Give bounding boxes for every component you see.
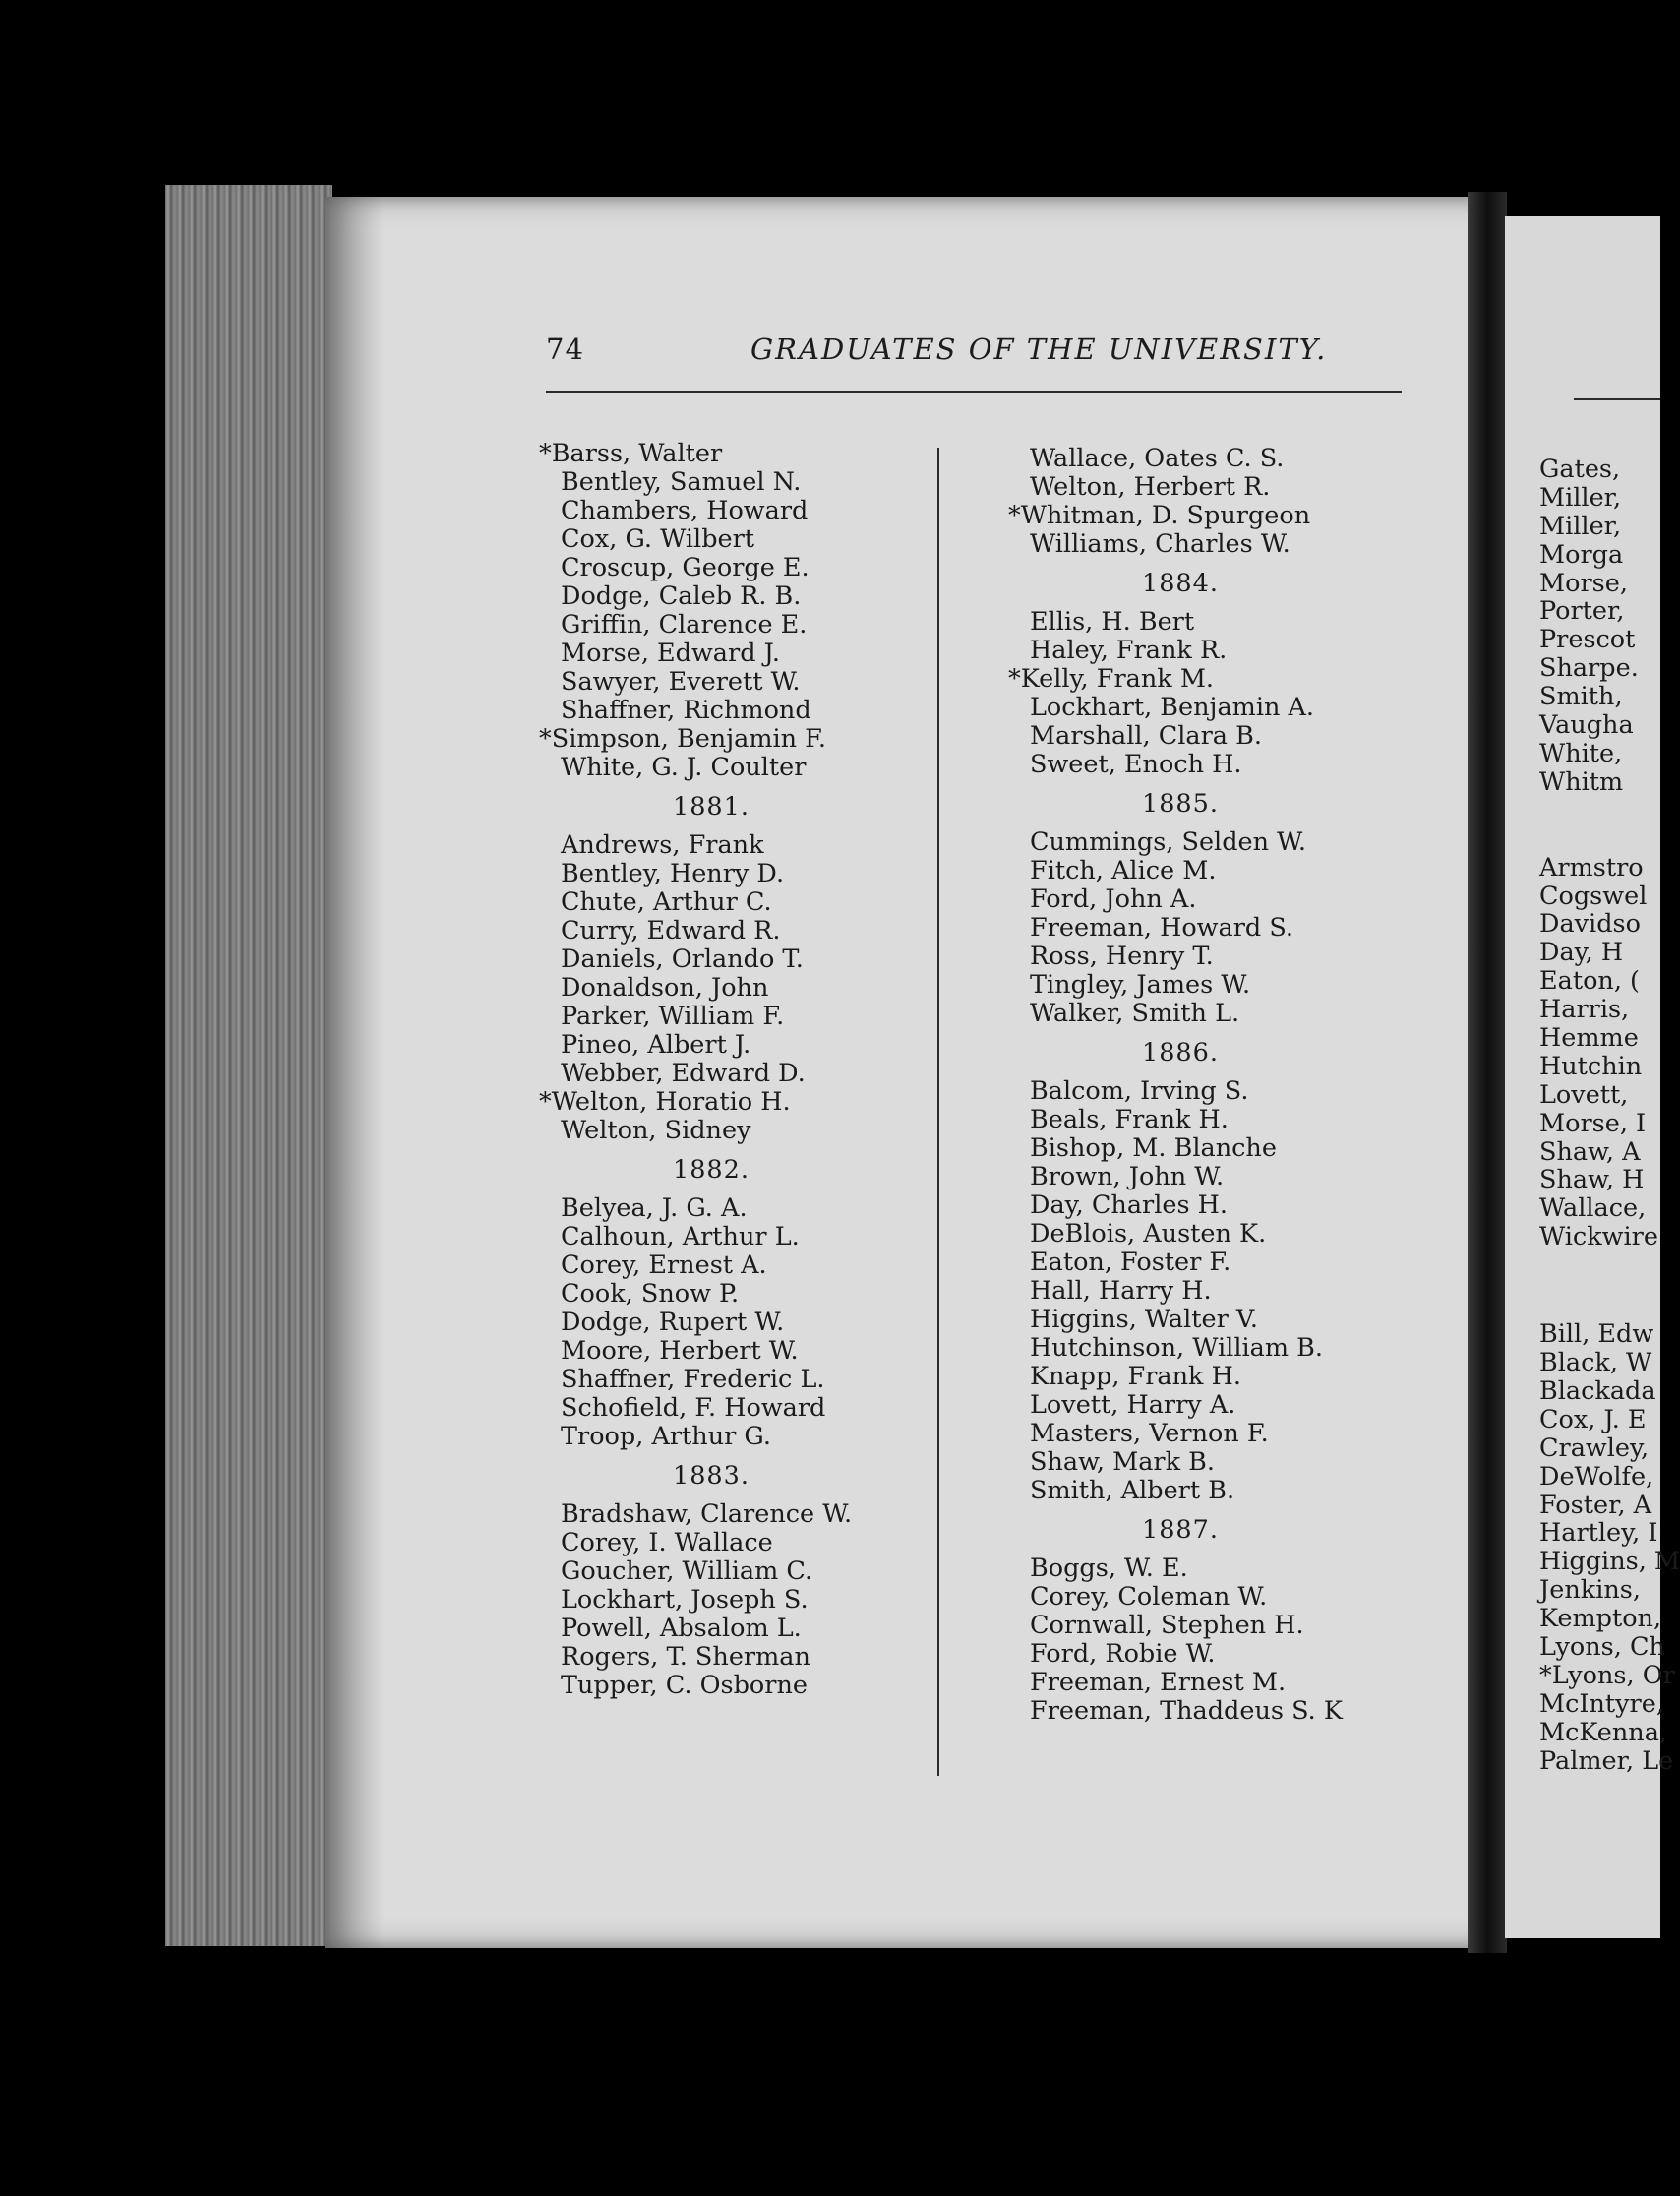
graduate-entry: Bentley, Henry D. xyxy=(561,859,785,888)
year-heading: 1882. xyxy=(672,1155,750,1185)
year-heading: 1883. xyxy=(672,1461,750,1491)
book-gutter xyxy=(1468,192,1507,1953)
running-title: GRADUATES OF THE UNIVERSITY. xyxy=(750,333,1328,366)
graduate-entry: Fitch, Alice M. xyxy=(1030,856,1217,885)
partial-entry: McKenna, xyxy=(1539,1717,1668,1747)
graduate-entry: *Kelly, Frank M. xyxy=(1008,664,1215,694)
partial-entry: Cogswel xyxy=(1539,881,1648,911)
graduate-entry: Moore, Herbert W. xyxy=(561,1336,799,1366)
graduate-entry: Ford, John A. xyxy=(1030,884,1197,914)
partial-entry: Morga xyxy=(1539,539,1624,570)
graduate-entry: Bradshaw, Clarence W. xyxy=(561,1499,853,1529)
graduate-entry: Schofield, F. Howard xyxy=(561,1393,826,1423)
graduate-entry: Dodge, Caleb R. B. xyxy=(561,581,802,611)
graduate-entry: Tupper, C. Osborne xyxy=(561,1671,808,1700)
graduate-entry: Beals, Frank H. xyxy=(1030,1105,1229,1134)
graduate-entry: Corey, Ernest A. xyxy=(561,1250,767,1280)
partial-entry: Miller, xyxy=(1539,482,1622,513)
graduate-entry: Corey, Coleman W. xyxy=(1030,1582,1268,1612)
graduate-entry: Powell, Absalom L. xyxy=(561,1614,802,1643)
graduate-entry: Ford, Robie W. xyxy=(1030,1639,1216,1669)
graduate-entry: DeBlois, Austen K. xyxy=(1030,1219,1267,1249)
graduate-entry: Sweet, Enoch H. xyxy=(1030,750,1242,779)
partial-entry: Sharpe. xyxy=(1539,653,1639,684)
partial-entry: Hartley, I xyxy=(1539,1518,1658,1549)
graduate-entry: Ellis, H. Bert xyxy=(1030,607,1195,637)
partial-entry: Kempton, xyxy=(1539,1604,1662,1634)
graduate-entry: Chambers, Howard xyxy=(561,496,809,525)
graduate-entry: Parker, William F. xyxy=(561,1002,785,1031)
partial-entry: DeWolfe, xyxy=(1539,1461,1654,1492)
partial-entry: Wickwire xyxy=(1539,1222,1658,1252)
graduate-entry: Welton, Sidney xyxy=(561,1116,751,1145)
graduate-entry: Webber, Edward D. xyxy=(561,1059,806,1088)
partial-entry: Palmer, Le xyxy=(1539,1745,1674,1776)
partial-entry: McIntyre, xyxy=(1539,1688,1664,1719)
graduate-entry: Masters, Vernon F. xyxy=(1030,1419,1269,1448)
graduate-entry: Curry, Edward R. xyxy=(561,916,781,946)
graduate-entry: Haley, Frank R. xyxy=(1030,636,1228,665)
partial-entry: White, xyxy=(1539,738,1623,768)
graduate-entry: Dodge, Rupert W. xyxy=(561,1308,785,1337)
year-heading: 1884. xyxy=(1141,569,1219,598)
partial-entry: Crawley, xyxy=(1539,1433,1650,1463)
graduate-entry: Freeman, Ernest M. xyxy=(1030,1668,1287,1697)
next-page-partial-column xyxy=(1539,455,1680,1776)
graduate-entry: Freeman, Howard S. xyxy=(1030,913,1293,943)
graduate-entry: Cook, Snow P. xyxy=(561,1279,740,1309)
partial-entry: Harris, xyxy=(1539,995,1630,1025)
graduate-entry: Day, Charles H. xyxy=(1030,1190,1228,1220)
graduate-entry: Tingley, James W. xyxy=(1030,970,1251,1000)
graduate-entry: Brown, John W. xyxy=(1030,1162,1225,1191)
graduate-entry: Hutchinson, William B. xyxy=(1030,1333,1323,1363)
graduate-entry: Hall, Harry H. xyxy=(1030,1276,1212,1306)
next-page-header-rule xyxy=(1574,398,1660,400)
graduate-entry: Wallace, Oates C. S. xyxy=(1030,444,1285,473)
partial-entry: Porter, xyxy=(1539,596,1625,627)
graduate-entry: Croscup, George E. xyxy=(561,553,810,582)
page-number: 74 xyxy=(546,333,584,366)
partial-entry: Miller, xyxy=(1539,511,1622,541)
graduate-entry: Troop, Arthur G. xyxy=(561,1422,771,1451)
graduate-entry: Smith, Albert B. xyxy=(1030,1476,1235,1505)
spacer xyxy=(1539,797,1677,854)
header-rule xyxy=(546,391,1402,393)
partial-entry: Lovett, xyxy=(1539,1079,1629,1110)
graduate-entry: Shaw, Mark B. xyxy=(1030,1447,1216,1477)
partial-entry: Gates, xyxy=(1539,455,1621,484)
book-page-edges xyxy=(165,185,332,1946)
partial-entry: Day, H xyxy=(1539,938,1624,968)
graduate-entry: Daniels, Orlando T. xyxy=(561,945,804,974)
graduate-entry: *Welton, Horatio H. xyxy=(539,1087,791,1117)
graduate-entry: Cummings, Selden W. xyxy=(1030,827,1307,857)
graduate-entry: Donaldson, John xyxy=(561,973,769,1003)
partial-entry: Hutchin xyxy=(1539,1051,1643,1081)
graduate-entry: Bishop, M. Blanche xyxy=(1030,1133,1277,1163)
partial-entry: Higgins, M xyxy=(1539,1547,1680,1577)
graduate-entry: Welton, Herbert R. xyxy=(1030,472,1271,502)
page-header xyxy=(546,333,1402,372)
graduate-entry: Belyea, J. G. A. xyxy=(561,1193,748,1223)
year-heading: 1881. xyxy=(672,792,750,822)
graduate-entry: Cox, G. Wilbert xyxy=(561,524,755,554)
partial-entry: Prescot xyxy=(1539,625,1636,655)
year-heading: 1886. xyxy=(1141,1038,1219,1068)
page-shadow xyxy=(325,197,384,1948)
graduate-entry: *Barss, Walter xyxy=(539,439,723,468)
graduate-entry: Chute, Arthur C. xyxy=(561,887,772,917)
partial-entry: Wallace, xyxy=(1539,1193,1647,1224)
year-heading: 1887. xyxy=(1141,1515,1219,1545)
graduate-entry: Ross, Henry T. xyxy=(1030,942,1214,971)
graduate-entry: Walker, Smith L. xyxy=(1030,999,1240,1028)
graduate-entry: Sawyer, Everett W. xyxy=(561,667,801,697)
graduate-entry: Cornwall, Stephen H. xyxy=(1030,1611,1304,1640)
partial-entry: Foster, A xyxy=(1539,1490,1652,1520)
partial-entry: Bill, Edw xyxy=(1539,1319,1654,1350)
graduate-entry: Freeman, Thaddeus S. K xyxy=(1030,1696,1343,1726)
partial-entry: Morse, xyxy=(1539,568,1628,598)
graduate-entry: Williams, Charles W. xyxy=(1030,529,1290,559)
graduate-entry: Lockhart, Benjamin A. xyxy=(1030,693,1315,722)
partial-entry: Hemme xyxy=(1539,1023,1639,1054)
graduate-entry: Rogers, T. Sherman xyxy=(561,1642,810,1672)
graduate-entry: *Simpson, Benjamin F. xyxy=(539,724,827,754)
partial-entry: Morse, I xyxy=(1539,1108,1647,1138)
graduate-entry: Goucher, William C. xyxy=(561,1556,813,1586)
partial-entry: Cox, J. E xyxy=(1539,1404,1647,1434)
spacer xyxy=(1539,1251,1677,1320)
graduate-entry: Shaffner, Richmond xyxy=(561,696,811,725)
partial-entry: Blackada xyxy=(1539,1375,1656,1406)
graduate-entry: Griffin, Clarence E. xyxy=(561,610,808,640)
graduate-entry: Marshall, Clara B. xyxy=(1030,721,1262,751)
graduate-entry: Morse, Edward J. xyxy=(561,639,780,668)
graduate-entry: Balcom, Irving S. xyxy=(1030,1076,1249,1106)
graduate-entry: White, G. J. Coulter xyxy=(561,753,807,782)
graduate-entry: Lovett, Harry A. xyxy=(1030,1390,1236,1420)
graduate-entry: Andrews, Frank xyxy=(561,830,764,860)
graduate-entry: Corey, I. Wallace xyxy=(561,1528,773,1557)
graduate-entry: Lockhart, Joseph S. xyxy=(561,1585,809,1615)
graduate-entry: Knapp, Frank H. xyxy=(1030,1362,1241,1391)
partial-entry: Whitm xyxy=(1539,766,1624,797)
column-divider xyxy=(937,448,939,1776)
graduate-entry: Pineo, Albert J. xyxy=(561,1030,751,1060)
partial-entry: Black, W xyxy=(1539,1348,1652,1378)
partial-entry: Jenkins, xyxy=(1539,1575,1641,1606)
partial-entry: *Lyons, Or xyxy=(1539,1660,1675,1690)
graduate-entry: Calhoun, Arthur L. xyxy=(561,1222,800,1251)
partial-entry: Vaugha xyxy=(1539,710,1634,741)
partial-entry: Lyons, Ch xyxy=(1539,1631,1665,1662)
right-column xyxy=(1008,444,1343,1726)
graduate-entry: Boggs, W. E. xyxy=(1030,1554,1188,1583)
partial-entry: Smith, xyxy=(1539,682,1623,712)
partial-entry: Davidso xyxy=(1539,909,1641,940)
year-heading: 1885. xyxy=(1141,789,1219,819)
left-column xyxy=(539,440,864,1700)
graduate-entry: Eaton, Foster F. xyxy=(1030,1248,1231,1277)
partial-entry: Eaton, ( xyxy=(1539,966,1640,997)
partial-entry: Armstro xyxy=(1539,852,1644,883)
graduate-entry: Shaffner, Frederic L. xyxy=(561,1365,825,1394)
graduate-entry: Higgins, Walter V. xyxy=(1030,1305,1258,1334)
partial-entry: Shaw, A xyxy=(1539,1136,1641,1167)
graduate-entry: *Whitman, D. Spurgeon xyxy=(1008,501,1311,530)
partial-entry: Shaw, H xyxy=(1539,1165,1645,1195)
graduate-entry: Bentley, Samuel N. xyxy=(561,467,802,497)
